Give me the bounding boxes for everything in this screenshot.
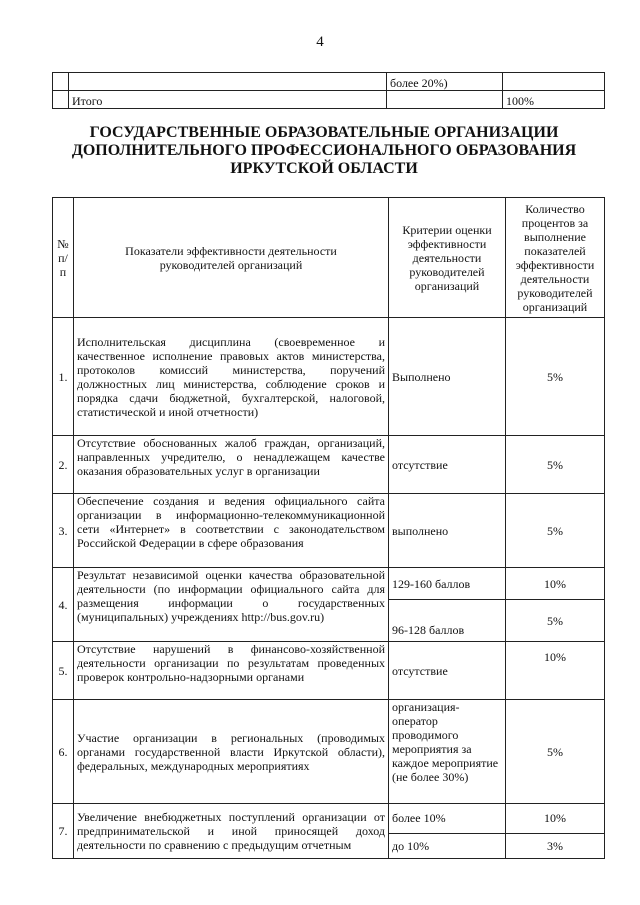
total-label: Итого bbox=[69, 91, 387, 109]
heading-line: ДОПОЛНИТЕЛЬНОГО ПРОФЕССИОНАЛЬНОГО ОБРАЗОВАНИЯ bbox=[71, 142, 577, 159]
table-row bbox=[53, 91, 605, 109]
table-row: 3. Обеспечение создания и ведения официального сайта организации в информационно-телекоммуникационной сети «Интернет» в соответствии с законодательством Российской Федерации в сфере образования выполнено 5% bbox=[53, 494, 605, 568]
header-criteria: Критерии оценки эффективности деятельности руководителей организаций bbox=[389, 198, 506, 318]
section-heading bbox=[60, 124, 588, 178]
header-indicator: Показатели эффективности деятельности руководителей организаций bbox=[74, 198, 389, 318]
table-row: до 10% 3% bbox=[53, 833, 605, 858]
heading-line: ГОСУДАРСТВЕННЫЕ ОБРАЗОВАТЕЛЬНЫЕ ОРГАНИЗАЦИИ bbox=[89, 124, 559, 141]
table-row: 6. Участие организации в региональных (проводимых органами государственной власти Иркутской области), федеральных, международных мероприятиях организация-оператор проводимого мероприятия за каждое мероприятие (не более 30%) 5% bbox=[53, 700, 605, 804]
heading-line: ИРКУТСКОЙ ОБЛАСТИ bbox=[230, 160, 418, 177]
page-number: 4 bbox=[316, 34, 324, 50]
top-table bbox=[52, 72, 605, 109]
table-header-row bbox=[53, 198, 605, 318]
header-percent: Количество процентов за выполнение показателей эффективности деятельности руководителей организаций bbox=[506, 198, 605, 318]
table-row: 96-128 баллов 5% bbox=[53, 600, 605, 642]
table-row: 1. Исполнительская дисциплина (своевременное и качественное исполнение правовых актов министерства, протоколов комиссий министерства, поручений должностных лиц министерства, соблюдение сроков и порядка сдачи бюджетной, бухгалтерской, налоговой, статистической и иной отчетности) Выполнено 5% bbox=[53, 318, 605, 436]
indicators-table bbox=[52, 197, 605, 859]
table-row: 2. Отсутствие обоснованных жалоб граждан, организаций, направленных учредителю, о ненадлежащем качестве оказания образовательных услуг в организации отсутствие 5% bbox=[53, 436, 605, 494]
criteria-cell: более 20%) bbox=[387, 73, 503, 91]
table-row: 7. Увеличение внебюджетных поступлений организации от предпринимательской и иной приносящей доход деятельности по сравнению с предыдущим отчетным более 10% 10% bbox=[53, 804, 605, 834]
table-row bbox=[53, 73, 605, 91]
table-row: 4. Результат независимой оценки качества образовательной деятельности (по информации официального сайта для размещения информации о государственных (муниципальных) учреждениях http://bus.gov.ru) 129-160 баллов 10% bbox=[53, 568, 605, 600]
header-num: № п/п bbox=[53, 198, 74, 318]
table-row: 5. Отсутствие нарушений в финансово-хозяйственной деятельности организации по результатам проведенных проверок контрольно-надзорными органами отсутствие 10% bbox=[53, 642, 605, 700]
total-percent: 100% bbox=[503, 91, 605, 109]
